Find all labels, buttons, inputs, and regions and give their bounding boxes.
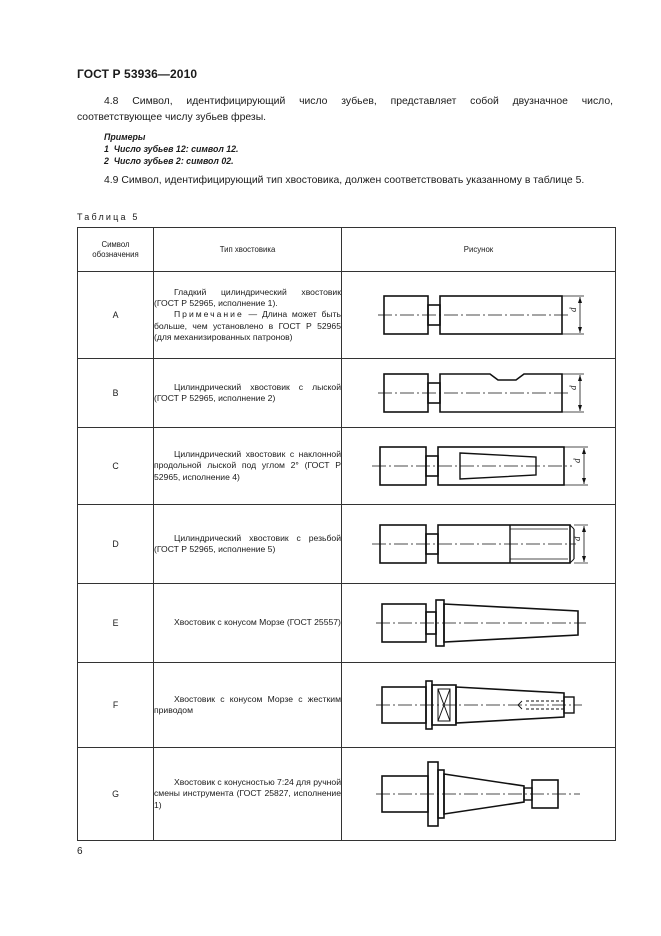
examples-title: Примеры	[104, 132, 146, 142]
row-symbol: D	[78, 505, 154, 584]
row-symbol: C	[78, 428, 154, 505]
row-description: Гладкий цилиндрический хвостовик (ГОСТ Р 52965, исполнение 1). Примечание — Длина может быть больше, чем установлено в ГОСТ Р 52965 (для механизированных патронов)	[154, 272, 342, 359]
row-symbol: F	[78, 663, 154, 748]
table-row	[78, 428, 616, 505]
figure-morse-taper-shank	[342, 584, 616, 663]
example-item: 1 Число зубьев 12: символ 12.	[104, 144, 239, 154]
row-symbol: E	[78, 584, 154, 663]
table-caption: Таблица 5	[77, 212, 140, 222]
section-4-9	[77, 173, 613, 189]
table-row	[78, 748, 616, 841]
dimension-label: d	[568, 307, 578, 312]
row-symbol: B	[78, 359, 154, 428]
figure-cylindrical-shank-flat	[342, 359, 616, 428]
page-number: 6	[77, 846, 83, 857]
dimension-label: d	[572, 536, 582, 541]
dimension-label: d	[572, 458, 582, 463]
shank-types-table	[77, 227, 616, 841]
row-symbol: A	[78, 272, 154, 359]
dimension-label: d	[568, 385, 578, 390]
note-text: — Длина может быть больше, чем установлено в ГОСТ Р 52965 (для механизированных патронов)	[154, 309, 341, 342]
example-item: 2 Число зубьев 2: символ 02.	[104, 156, 234, 166]
header-symbol: Символ обозначения	[78, 228, 154, 272]
row-description: Цилиндрический хвостовик с резьбой (ГОСТ Р 52965, исполнение 5)	[154, 505, 342, 584]
table-row	[78, 359, 616, 428]
section-4-8-text: Символ, идентифицирующий число зубьев, представляет собой двузначное число, соответствующее числу зубьев фрезы.	[77, 96, 613, 123]
row-description: Хвостовик с конусом Морзе с жестким приводом	[154, 663, 342, 748]
table-header-row	[78, 228, 616, 272]
section-4-8	[77, 94, 613, 126]
header-figure: Рисунок	[342, 228, 616, 272]
row-description: Цилиндрический хвостовик с лыской (ГОСТ Р 52965, исполнение 2)	[154, 359, 342, 428]
note-label: Примечание	[174, 309, 244, 320]
section-4-9-number: 4.9	[104, 175, 119, 186]
row-description: Хвостовик с конусом Морзе (ГОСТ 25557)	[154, 584, 342, 663]
row-description: Цилиндрический хвостовик с наклонной продольной лыской под углом 2° (ГОСТ Р 52965, исполнение 4)	[154, 428, 342, 505]
figure-taper-7-24-shank	[342, 748, 616, 841]
document-header: ГОСТ Р 53936—2010	[77, 67, 198, 81]
row-symbol: G	[78, 748, 154, 841]
figure-morse-taper-rigid-drive	[342, 663, 616, 748]
table-row	[78, 272, 616, 359]
figure-cylindrical-shank-inclined-flat	[342, 428, 616, 505]
table-row	[78, 505, 616, 584]
table-row	[78, 584, 616, 663]
figure-smooth-cylindrical-shank	[342, 272, 616, 359]
section-4-9-text: Символ, идентифицирующий тип хвостовика, должен соответствовать указанному в таблице 5.	[121, 175, 585, 186]
header-shank-type: Тип хвостовика	[154, 228, 342, 272]
row-description: Хвостовик с конусностью 7:24 для ручной смены инструмента (ГОСТ 25827, исполнение 1)	[154, 748, 342, 841]
figure-cylindrical-shank-thread	[342, 505, 616, 584]
table-row	[78, 663, 616, 748]
section-4-8-number: 4.8	[104, 96, 119, 107]
